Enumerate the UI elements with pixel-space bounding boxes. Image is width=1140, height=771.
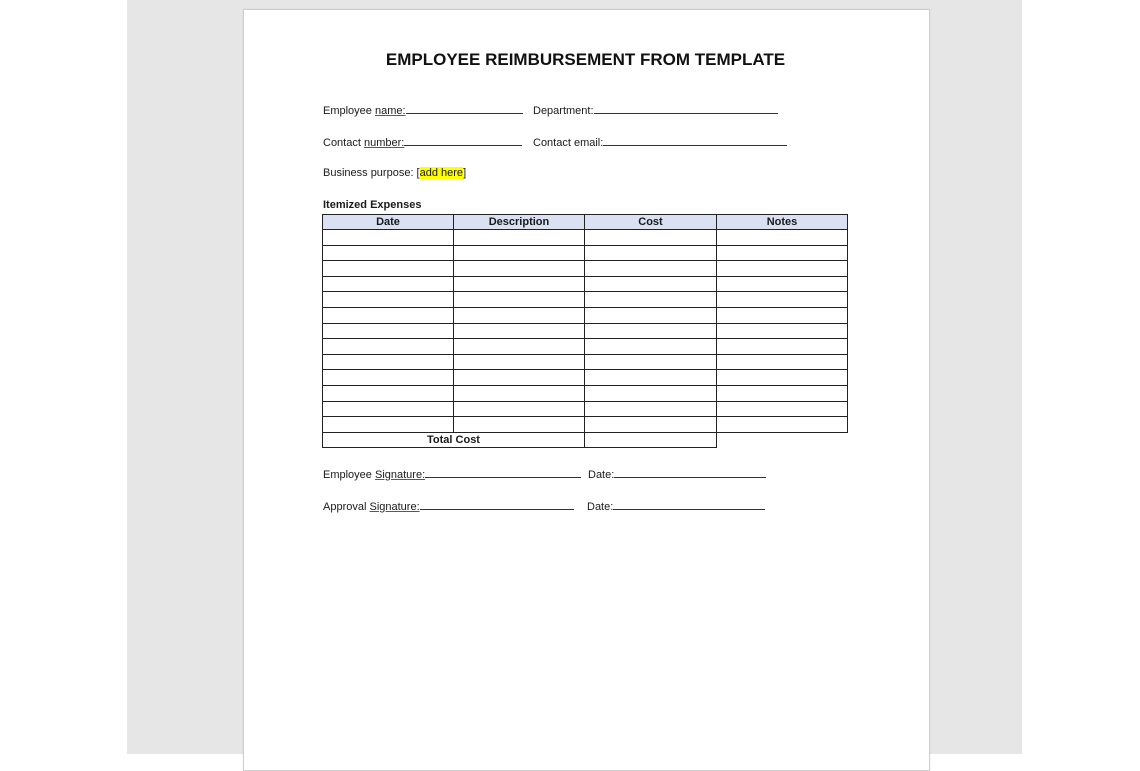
cell[interactable] xyxy=(323,370,454,386)
header-cost: Cost xyxy=(585,215,717,230)
cell[interactable] xyxy=(585,245,717,261)
cell[interactable] xyxy=(323,276,454,292)
cell[interactable] xyxy=(585,276,717,292)
cell[interactable] xyxy=(323,354,454,370)
cell[interactable] xyxy=(323,261,454,277)
table-row[interactable] xyxy=(323,354,848,370)
cell[interactable] xyxy=(323,385,454,401)
employee-name-link[interactable]: name: xyxy=(374,105,406,117)
cell[interactable] xyxy=(454,385,585,401)
cell[interactable] xyxy=(717,370,848,386)
cell[interactable] xyxy=(717,339,848,355)
document-title: EMPLOYEE REIMBURSEMENT FROM TEMPLATE xyxy=(385,50,786,69)
header-description: Description xyxy=(454,215,585,230)
approval-signature-link[interactable]: Signature: xyxy=(369,501,420,513)
table-row[interactable] xyxy=(323,417,848,433)
cell[interactable] xyxy=(454,245,585,261)
cell[interactable] xyxy=(585,292,717,308)
cell[interactable] xyxy=(585,339,717,355)
employee-signature-row[interactable] xyxy=(323,466,581,481)
employee-date-field[interactable] xyxy=(614,466,766,478)
cell[interactable] xyxy=(717,261,848,277)
total-cost-cell[interactable] xyxy=(585,432,717,448)
contact-number-row[interactable] xyxy=(323,134,522,149)
cell[interactable] xyxy=(323,307,454,323)
cell[interactable] xyxy=(323,417,454,433)
cell[interactable] xyxy=(454,370,585,386)
cell[interactable] xyxy=(585,230,717,246)
table-row[interactable] xyxy=(323,292,848,308)
cell[interactable] xyxy=(323,292,454,308)
cell[interactable] xyxy=(454,307,585,323)
total-cost-label: Total Cost xyxy=(323,432,585,448)
cell[interactable] xyxy=(454,354,585,370)
cell[interactable] xyxy=(717,323,848,339)
cell[interactable] xyxy=(585,370,717,386)
table-row[interactable] xyxy=(323,261,848,277)
cell[interactable] xyxy=(454,292,585,308)
table-row[interactable] xyxy=(323,307,848,323)
department-row[interactable] xyxy=(533,102,778,117)
approval-date-field[interactable] xyxy=(613,498,765,510)
cell[interactable] xyxy=(585,354,717,370)
table-row[interactable] xyxy=(323,370,848,386)
cell[interactable] xyxy=(585,307,717,323)
contact-email-label: Contact email: xyxy=(533,137,604,149)
cell[interactable] xyxy=(585,417,717,433)
contact-email-row[interactable] xyxy=(533,134,787,149)
employee-date-label: Date: xyxy=(588,469,615,481)
cell[interactable] xyxy=(717,354,848,370)
approval-date-row[interactable] xyxy=(587,498,765,513)
approval-signature-field[interactable] xyxy=(420,498,574,510)
department-field[interactable] xyxy=(594,102,778,114)
cell[interactable] xyxy=(717,292,848,308)
cell[interactable] xyxy=(717,230,848,246)
business-purpose-label: Business purpose: [ xyxy=(323,167,420,179)
table-row[interactable] xyxy=(323,230,848,246)
cell[interactable] xyxy=(454,276,585,292)
cell[interactable] xyxy=(323,339,454,355)
cell[interactable] xyxy=(454,323,585,339)
approval-signature-row[interactable] xyxy=(323,498,574,513)
cell[interactable] xyxy=(323,323,454,339)
cell[interactable] xyxy=(717,245,848,261)
cell[interactable] xyxy=(323,401,454,417)
cell[interactable] xyxy=(717,417,848,433)
table-row[interactable] xyxy=(323,323,848,339)
cell[interactable] xyxy=(585,261,717,277)
employee-signature-link[interactable]: Signature: xyxy=(374,469,426,481)
cell[interactable] xyxy=(454,230,585,246)
table-row[interactable] xyxy=(323,339,848,355)
cell[interactable] xyxy=(717,385,848,401)
approval-date-label: Date: xyxy=(587,501,614,513)
header-notes: Notes xyxy=(717,215,848,230)
business-purpose-placeholder[interactable]: add here xyxy=(419,167,464,179)
employee-name-field[interactable] xyxy=(406,102,523,114)
employee-date-row[interactable] xyxy=(588,466,766,481)
contact-email-field[interactable] xyxy=(603,134,787,146)
cell[interactable] xyxy=(323,245,454,261)
employee-name-label: Employee xyxy=(323,105,375,117)
cell[interactable] xyxy=(717,401,848,417)
department-label: Department: xyxy=(533,105,594,117)
employee-signature-field[interactable] xyxy=(425,466,581,478)
contact-number-label: Contact xyxy=(323,137,364,149)
employee-signature-label: Employee xyxy=(323,469,375,481)
cell[interactable] xyxy=(717,276,848,292)
total-row[interactable] xyxy=(323,432,848,448)
table-row[interactable] xyxy=(323,385,848,401)
contact-number-field[interactable] xyxy=(404,134,522,146)
table-header-row xyxy=(323,215,848,230)
approval-signature-label: Approval xyxy=(323,501,370,513)
cell[interactable] xyxy=(323,230,454,246)
table-row[interactable] xyxy=(323,245,848,261)
expenses-table[interactable] xyxy=(322,214,848,448)
cell[interactable] xyxy=(585,323,717,339)
cell[interactable] xyxy=(454,417,585,433)
business-purpose-close: ] xyxy=(463,167,467,179)
cell[interactable] xyxy=(454,339,585,355)
total-empty xyxy=(717,432,848,448)
cell[interactable] xyxy=(585,401,717,417)
cell[interactable] xyxy=(585,385,717,401)
contact-number-link[interactable]: number: xyxy=(363,137,405,149)
cell[interactable] xyxy=(454,401,585,417)
header-date: Date xyxy=(323,215,454,230)
cell[interactable] xyxy=(717,307,848,323)
table-row[interactable] xyxy=(323,401,848,417)
cell[interactable] xyxy=(454,261,585,277)
employee-name-row[interactable] xyxy=(323,102,523,117)
itemized-expenses-heading: Itemized Expenses xyxy=(323,199,422,211)
business-purpose-row[interactable] xyxy=(323,167,466,179)
table-row[interactable] xyxy=(323,276,848,292)
